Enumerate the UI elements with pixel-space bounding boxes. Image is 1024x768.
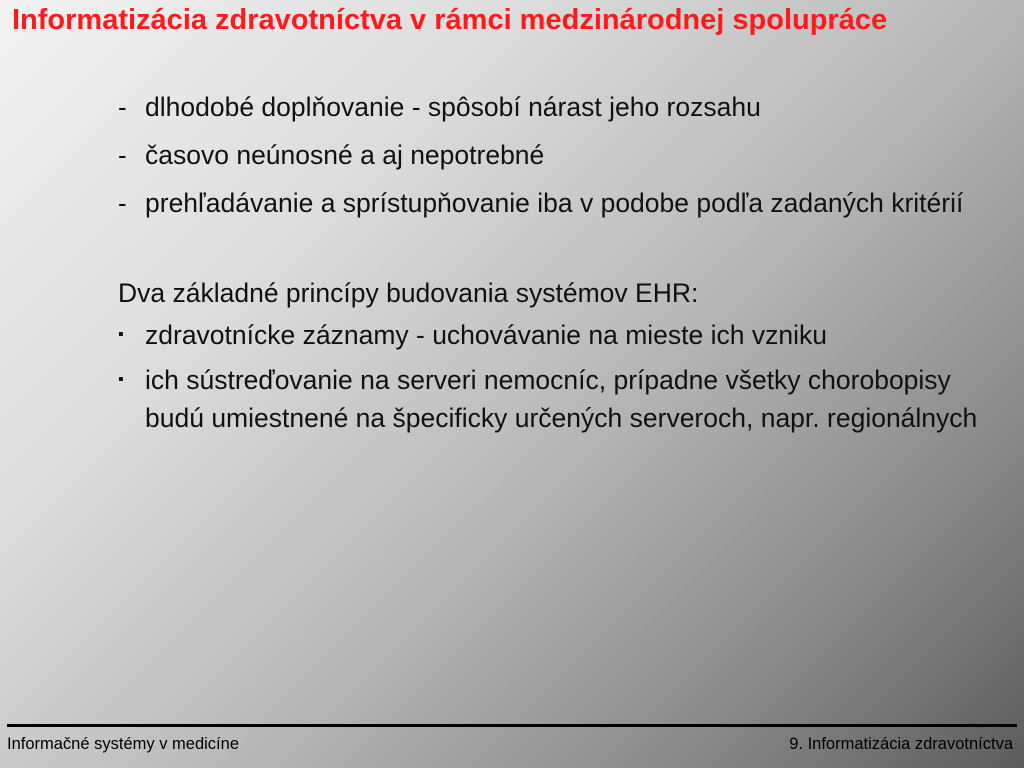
list-item [110,136,1010,174]
list-item-text: ich sústreďovanie na serveri nemocníc, prípadne všetky chorobopisy budú umiestnené na špecificky určených serveroch, napr. regionálnych [145,365,978,433]
spacer [110,222,1010,274]
list-item [110,361,1010,437]
list-item [110,316,1010,354]
slide-body [110,88,1010,444]
square-bullet-icon: ▪ [118,371,124,388]
dash-bullet-icon: - [118,140,127,170]
footer-chapter-name: 9. Informatizácia zdravotníctva [789,735,1013,753]
footer-course-name: Informačné systémy v medicíne [7,735,239,753]
list-item [110,184,1010,222]
list-item-text: prehľadávanie a sprístupňovanie iba v podobe podľa zadaných kritérií [145,188,964,218]
footer-divider [7,724,1017,727]
list-item [110,88,1010,126]
list-item-text: časovo neúnosné a aj nepotrebné [145,140,545,170]
slide-title: Informatizácia zdravotníctva v rámci medzinárodnej spolupráce [12,4,888,36]
list-item-text: zdravotnícke záznamy - uchovávanie na mieste ich vzniku [145,320,827,350]
square-bullet-icon: ▪ [118,326,124,343]
section-heading: Dva základné princípy budovania systémov EHR: [118,278,699,308]
list-item-text: dlhodobé doplňovanie - spôsobí nárast jeho rozsahu [145,92,761,122]
dash-bullet-icon: - [118,92,127,122]
dash-bullet-list [110,88,1010,222]
dash-bullet-icon: - [118,188,127,218]
square-bullet-list [110,316,1010,437]
